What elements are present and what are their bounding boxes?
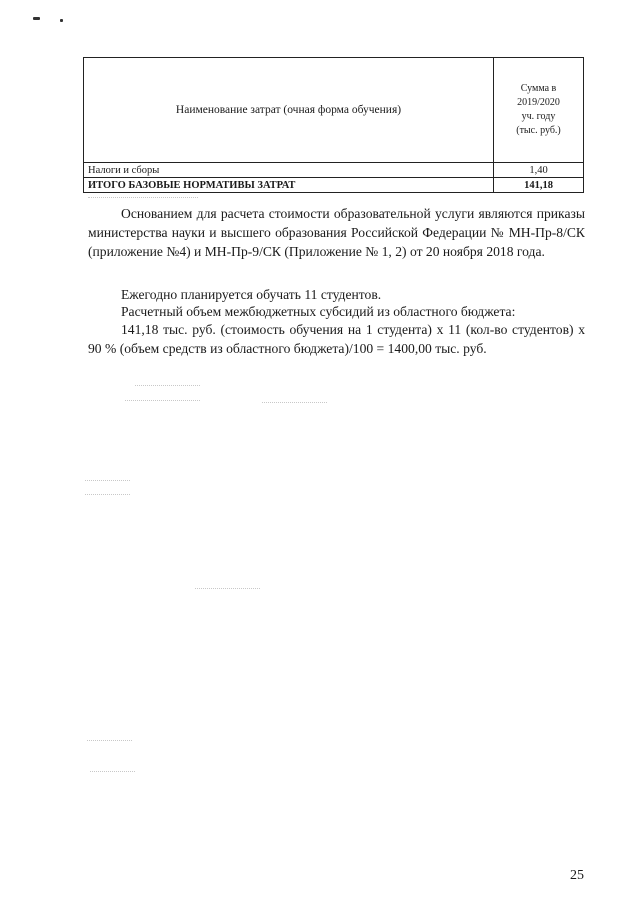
row-label: Налоги и сборы <box>84 163 494 178</box>
scan-artifact <box>87 740 132 742</box>
subsidy-title-paragraph <box>88 302 585 321</box>
basis-text: Основанием для расчета стоимости образовательной услуги являются приказы министерства науки и высшего образования Российской Федерации № МН-Пр-8/СК (приложение №4) и МН-Пр-9/СК (Приложение № 1, 2) от 20 ноября 2018 года. <box>88 206 585 259</box>
scan-artifact <box>90 771 135 773</box>
table-total-row <box>84 178 584 193</box>
scan-artifact <box>125 400 200 402</box>
header-sum-line: 2019/2020 <box>517 97 560 108</box>
scan-artifact <box>85 494 130 496</box>
calculation-paragraph <box>88 320 585 358</box>
scan-artifact <box>262 402 327 404</box>
header-sum-line: (тыс. руб.) <box>516 125 561 136</box>
total-value: 141,18 <box>494 178 584 193</box>
basis-paragraph <box>88 204 585 261</box>
scan-artifact <box>85 480 130 482</box>
scan-artifact <box>135 385 200 387</box>
scan-mark <box>33 17 40 20</box>
header-sum-line: уч. году <box>521 111 556 122</box>
scan-artifact <box>88 197 198 199</box>
students-text: Ежегодно планируется обучать 11 студентов. <box>121 287 382 302</box>
costs-table <box>83 57 584 193</box>
scan-mark <box>60 19 63 22</box>
calculation-text: 141,18 тыс. руб. (стоимость обучения на 1 студента) х 11 (кол-во студентов) х 90 % (объем средств из областного бюджета)/100 = 1400,00 тыс. руб. <box>88 322 585 356</box>
table-header-row <box>84 58 584 163</box>
row-value: 1,40 <box>494 163 584 178</box>
table-row <box>84 163 584 178</box>
header-name-cell: Наименование затрат (очная форма обучения) <box>84 58 494 163</box>
total-label: ИТОГО БАЗОВЫЕ НОРМАТИВЫ ЗАТРАТ <box>84 178 494 193</box>
scan-artifact <box>195 588 260 590</box>
subsidy-title-text: Расчетный объем межбюджетных субсидий из областного бюджета: <box>121 304 516 319</box>
costs-table-container <box>83 57 583 193</box>
header-sum-line: Сумма в <box>520 83 557 94</box>
page-number: 25 <box>570 868 584 883</box>
header-sum-cell <box>494 58 584 163</box>
